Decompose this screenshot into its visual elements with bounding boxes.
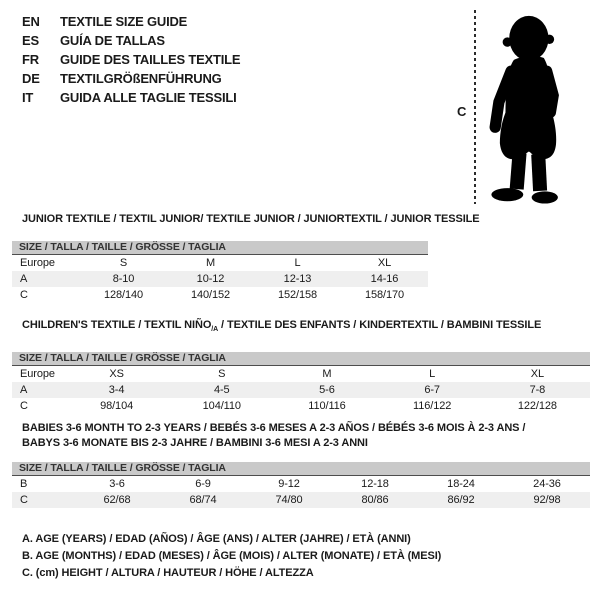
section-heading: JUNIOR TEXTILE / TEXTIL JUNIOR/ TEXTILE JUNIOR / JUNIORTEXTIL / JUNIOR TESSILE: [22, 213, 480, 225]
size-cell: 24-36: [533, 478, 561, 490]
size-cell: XL: [377, 257, 392, 269]
section-childrens-textile: [12, 318, 590, 414]
size-header-bar: SIZE / TALLA / TAILLE / GRÖSSE / TAGLIA: [12, 462, 590, 476]
size-cell: M: [322, 368, 332, 381]
size-cell: 9-12: [278, 478, 300, 490]
language-row: [22, 69, 240, 88]
heading-line-2: BABYS 3-6 MONATE BIS 2-3 JAHRE / BAMBINI 3-6 MESI A 2-3 ANNI: [22, 437, 368, 449]
table-row: [12, 382, 590, 398]
size-header-bar: SIZE / TALLA / TAILLE / GRÖSSE / TAGLIA: [12, 241, 428, 255]
size-cell: 122/128: [517, 400, 557, 413]
size-cell: 104/110: [202, 400, 241, 413]
height-measure-dashed-line: [474, 10, 476, 204]
size-cell: 12-18: [361, 478, 389, 490]
language-code: FR: [22, 52, 39, 67]
heading-text: CHILDREN'S TEXTILE / TEXTIL NIÑO: [22, 319, 212, 331]
size-cell: 12-13: [283, 273, 312, 285]
language-code: DE: [22, 71, 40, 86]
junior-size-table: [12, 255, 428, 303]
size-cell: 3-4: [108, 384, 125, 397]
toddler-silhouette-icon: [483, 8, 600, 210]
row-label: C: [20, 400, 28, 413]
size-cell: S: [218, 368, 226, 381]
footnote-c: C. (cm) HEIGHT / ALTURA / HAUTEUR / HÖHE / ALTEZZA: [22, 567, 314, 579]
footnotes: [22, 531, 441, 582]
size-cell: 4-5: [213, 384, 230, 397]
table-row: [12, 398, 590, 414]
size-cell: 10-12: [196, 273, 225, 285]
size-cell: 3-6: [109, 478, 125, 490]
size-cell: 98/104: [100, 400, 134, 413]
row-label: B: [20, 478, 28, 490]
language-row: [22, 12, 240, 31]
size-cell: XL: [530, 368, 544, 381]
size-cell: 158/170: [364, 289, 405, 301]
size-cell: 14-16: [370, 273, 399, 285]
size-cell: 6-7: [424, 384, 440, 397]
row-label: C: [20, 289, 28, 301]
children-size-table: [12, 366, 590, 414]
language-code: EN: [22, 14, 40, 29]
size-header-bar: SIZE / TALLA / TAILLE / GRÖSSE / TAGLIA: [12, 352, 590, 366]
table-row: [12, 366, 590, 382]
size-cell: 5-6: [319, 384, 335, 397]
size-cell: L: [294, 257, 301, 269]
row-label: Europe: [20, 257, 55, 269]
babies-size-table: [12, 476, 590, 508]
guide-title: GUIDA ALLE TAGLIE TESSILI: [60, 90, 237, 105]
row-label: C: [20, 494, 28, 506]
size-cell: 74/80: [275, 494, 303, 506]
table-row: [12, 476, 590, 492]
section-heading: [22, 318, 590, 337]
size-cell: 7-8: [529, 384, 546, 397]
size-cell: 152/158: [277, 289, 318, 301]
size-cell: 92/98: [533, 494, 561, 506]
guide-title: GUÍA DE TALLAS: [60, 33, 165, 48]
heading-line-1: BABIES 3-6 MONTH TO 2-3 YEARS / BEBÉS 3-6 MESES A 2-3 AÑOS / BÉBÉS 3-6 MOIS À 2-3 ANS /: [22, 422, 526, 434]
guide-title: TEXTILE SIZE GUIDE: [60, 14, 188, 29]
size-cell: 18-24: [447, 478, 475, 490]
guide-title: TEXTILGRÖßENFÜHRUNG: [60, 71, 222, 86]
size-cell: 68/74: [189, 494, 217, 506]
size-cell: 110/116: [308, 400, 346, 413]
table-row: [12, 255, 428, 271]
size-cell: 116/122: [413, 400, 452, 413]
language-row: [22, 50, 240, 69]
section-junior-textile: [12, 212, 480, 303]
size-cell: 128/140: [103, 289, 144, 301]
row-label: A: [20, 273, 28, 285]
size-cell: XS: [109, 368, 124, 381]
row-label: A: [20, 384, 28, 397]
footnote-a: A. AGE (YEARS) / EDAD (AÑOS) / ÂGE (ANS) / ALTER (JAHRE) / ETÀ (ANNI): [22, 533, 411, 545]
language-code: IT: [22, 90, 34, 105]
heading-subscript: /A: [211, 326, 219, 334]
height-measure-label: C: [457, 104, 467, 119]
size-cell: 140/152: [190, 289, 231, 301]
section-heading: [22, 421, 590, 451]
heading-text: / TEXTILE DES ENFANTS / KINDERTEXTIL / BAMBINI TESSILE: [218, 319, 542, 331]
footnote-b: B. AGE (MONTHS) / EDAD (MESES) / ÂGE (MOIS) / ALTER (MONATE) / ETÀ (MESI): [22, 550, 442, 562]
baby-height-figure: [457, 8, 600, 210]
table-row: [12, 287, 428, 303]
table-row: [12, 271, 428, 287]
size-cell: M: [205, 257, 216, 269]
language-code: ES: [22, 33, 39, 48]
size-cell: S: [119, 257, 128, 269]
size-cell: 8-10: [112, 273, 135, 285]
size-cell: L: [429, 368, 436, 381]
row-label: Europe: [20, 368, 55, 381]
size-cell: 80/86: [361, 494, 389, 506]
language-row: [22, 31, 240, 50]
language-row: [22, 88, 240, 107]
size-cell: 86/92: [447, 494, 475, 506]
table-row: [12, 492, 590, 508]
size-cell: 6-9: [195, 478, 211, 490]
size-cell: 62/68: [103, 494, 131, 506]
guide-title: GUIDE DES TAILLES TEXTILE: [60, 52, 241, 67]
language-title-list: [22, 12, 240, 107]
section-babies-textile: [12, 421, 590, 508]
